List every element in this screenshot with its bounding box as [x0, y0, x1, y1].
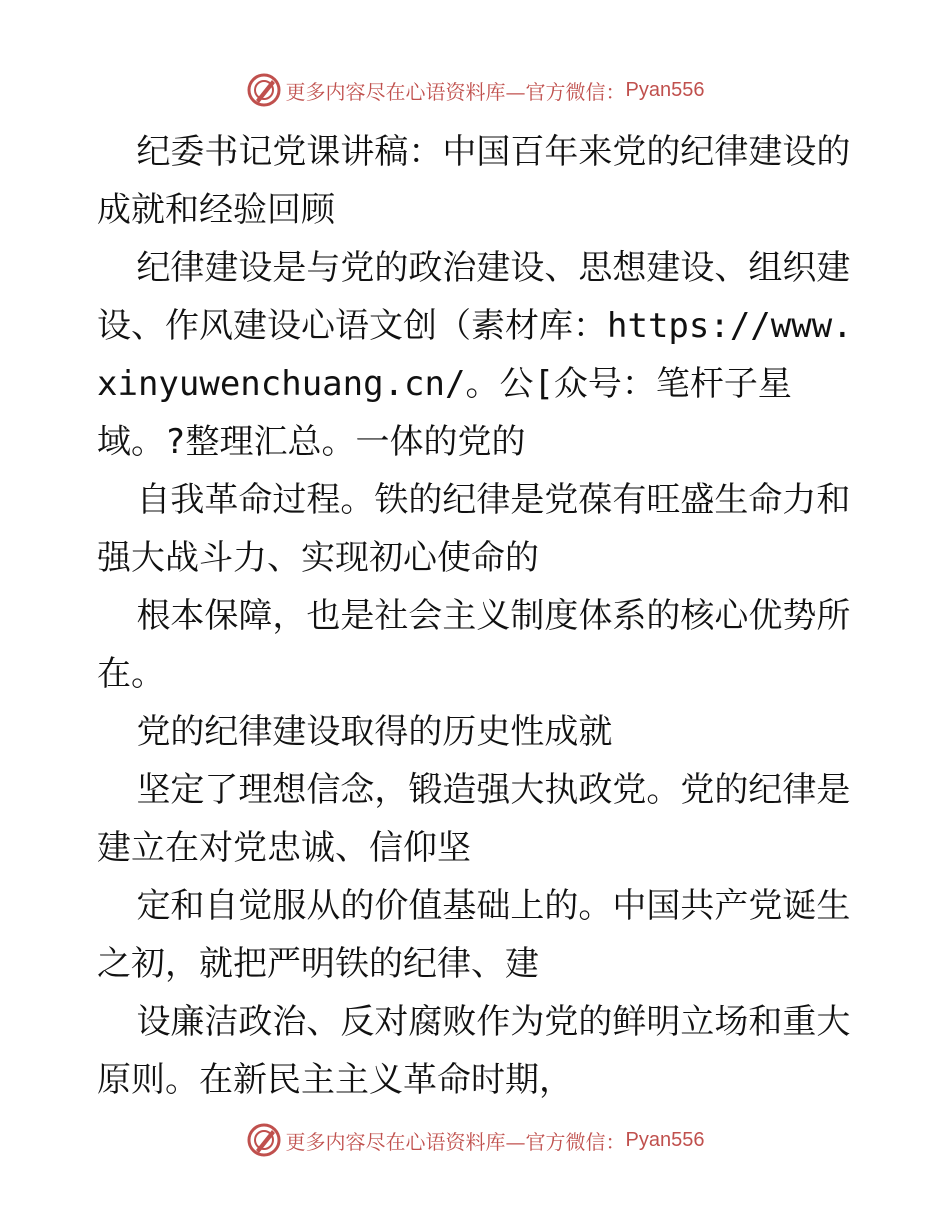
paragraph: 自我革命过程。铁的纪律是党葆有旺盛生命力和强大战斗力、实现初心使命的 — [97, 480, 851, 578]
footer-banner-text: 更多内容尽在心语资料库—官方微信： — [285, 1129, 626, 1154]
footer-banner — [0, 1120, 950, 1160]
header-banner — [0, 70, 950, 110]
pen-logo-icon — [246, 1122, 282, 1158]
section-heading: 党的纪律建设取得的历史性成就 — [136, 712, 613, 752]
footer-banner-id: Pyan556 — [625, 1128, 705, 1151]
article-body — [97, 123, 857, 1109]
article-title: 纪委书记党课讲稿：中国百年来党的纪律建设的成就和经验回顾 — [97, 132, 851, 230]
paragraph: 设廉洁政治、反对腐败作为党的鲜明立场和重大原则。在新民主主义革命时期， — [97, 1002, 851, 1100]
paragraph: 坚定了理想信念，锻造强大执政党。党的纪律是建立在对党忠诚、信仰坚 — [97, 770, 851, 868]
paragraph: 纪律建设是与党的政治建设、思想建设、组织建设、作风建设心语文创（素材库：https://www.xinyuwenchuang.cn/。公[众号：笔杆子星域。?整理汇总。一体的党的 — [97, 248, 853, 462]
header-banner-id: Pyan556 — [625, 78, 705, 101]
paragraph: 根本保障，也是社会主义制度体系的核心优势所在。 — [97, 596, 851, 694]
pen-logo-icon — [246, 72, 282, 108]
header-banner-text: 更多内容尽在心语资料库—官方微信： — [285, 79, 626, 104]
paragraph: 定和自觉服从的价值基础上的。中国共产党诞生之初，就把严明铁的纪律、建 — [97, 886, 851, 984]
